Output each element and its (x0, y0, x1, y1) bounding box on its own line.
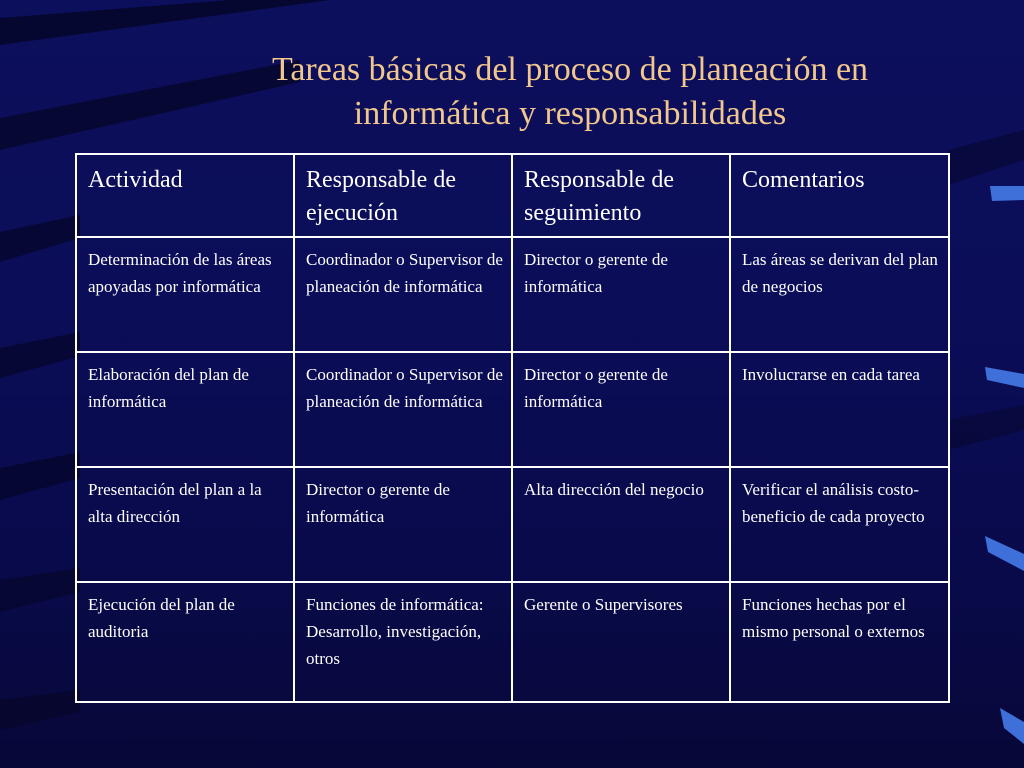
table-cell: Coordinador o Supervisor de planeación de informática (294, 352, 512, 467)
table-header-row (76, 154, 949, 237)
accent-bar-icon (985, 367, 1024, 388)
table-cell: Director o gerente de informática (512, 237, 730, 352)
table-row (76, 467, 949, 582)
table-cell: Involucrarse en cada tarea (730, 352, 949, 467)
slide-title-line-1: Tareas básicas del proceso de planeación en (271, 51, 869, 88)
table-cell: Director o gerente de informática (512, 352, 730, 467)
header-responsable-seguimiento: Responsable de seguimiento (512, 154, 730, 237)
table-row (76, 237, 949, 352)
table-cell: Coordinador o Supervisor de planeación de informática (294, 237, 512, 352)
table-row (76, 352, 949, 467)
table-cell: Funciones de informática: Desarrollo, investigación, otros (294, 582, 512, 702)
table-cell: Verificar el análisis costo-beneficio de cada proyecto (730, 467, 949, 582)
table-cell: Ejecución del plan de auditoria (76, 582, 294, 702)
table-cell: Determinación de las áreas apoyadas por informática (76, 237, 294, 352)
table-cell: Director o gerente de informática (294, 467, 512, 582)
table-cell: Alta dirección del negocio (512, 467, 730, 582)
slide-title (170, 48, 970, 136)
table-cell: Gerente o Supervisores (512, 582, 730, 702)
accent-bar-icon (985, 536, 1024, 571)
table-row (76, 582, 949, 702)
header-responsable-ejecucion: Responsable de ejecución (294, 154, 512, 237)
table-cell: Las áreas se derivan del plan de negocios (730, 237, 949, 352)
header-actividad: Actividad (76, 154, 294, 237)
header-comentarios: Comentarios (730, 154, 949, 237)
table-cell: Elaboración del plan de informática (76, 352, 294, 467)
responsibilities-table (75, 153, 950, 703)
accent-bar-icon (1000, 708, 1024, 744)
table-cell: Funciones hechas por el mismo personal o externos (730, 582, 949, 702)
accent-bar-icon (990, 186, 1024, 201)
table-cell: Presentación del plan a la alta dirección (76, 467, 294, 582)
slide-title-line-2: informática y responsabilidades (353, 95, 787, 132)
